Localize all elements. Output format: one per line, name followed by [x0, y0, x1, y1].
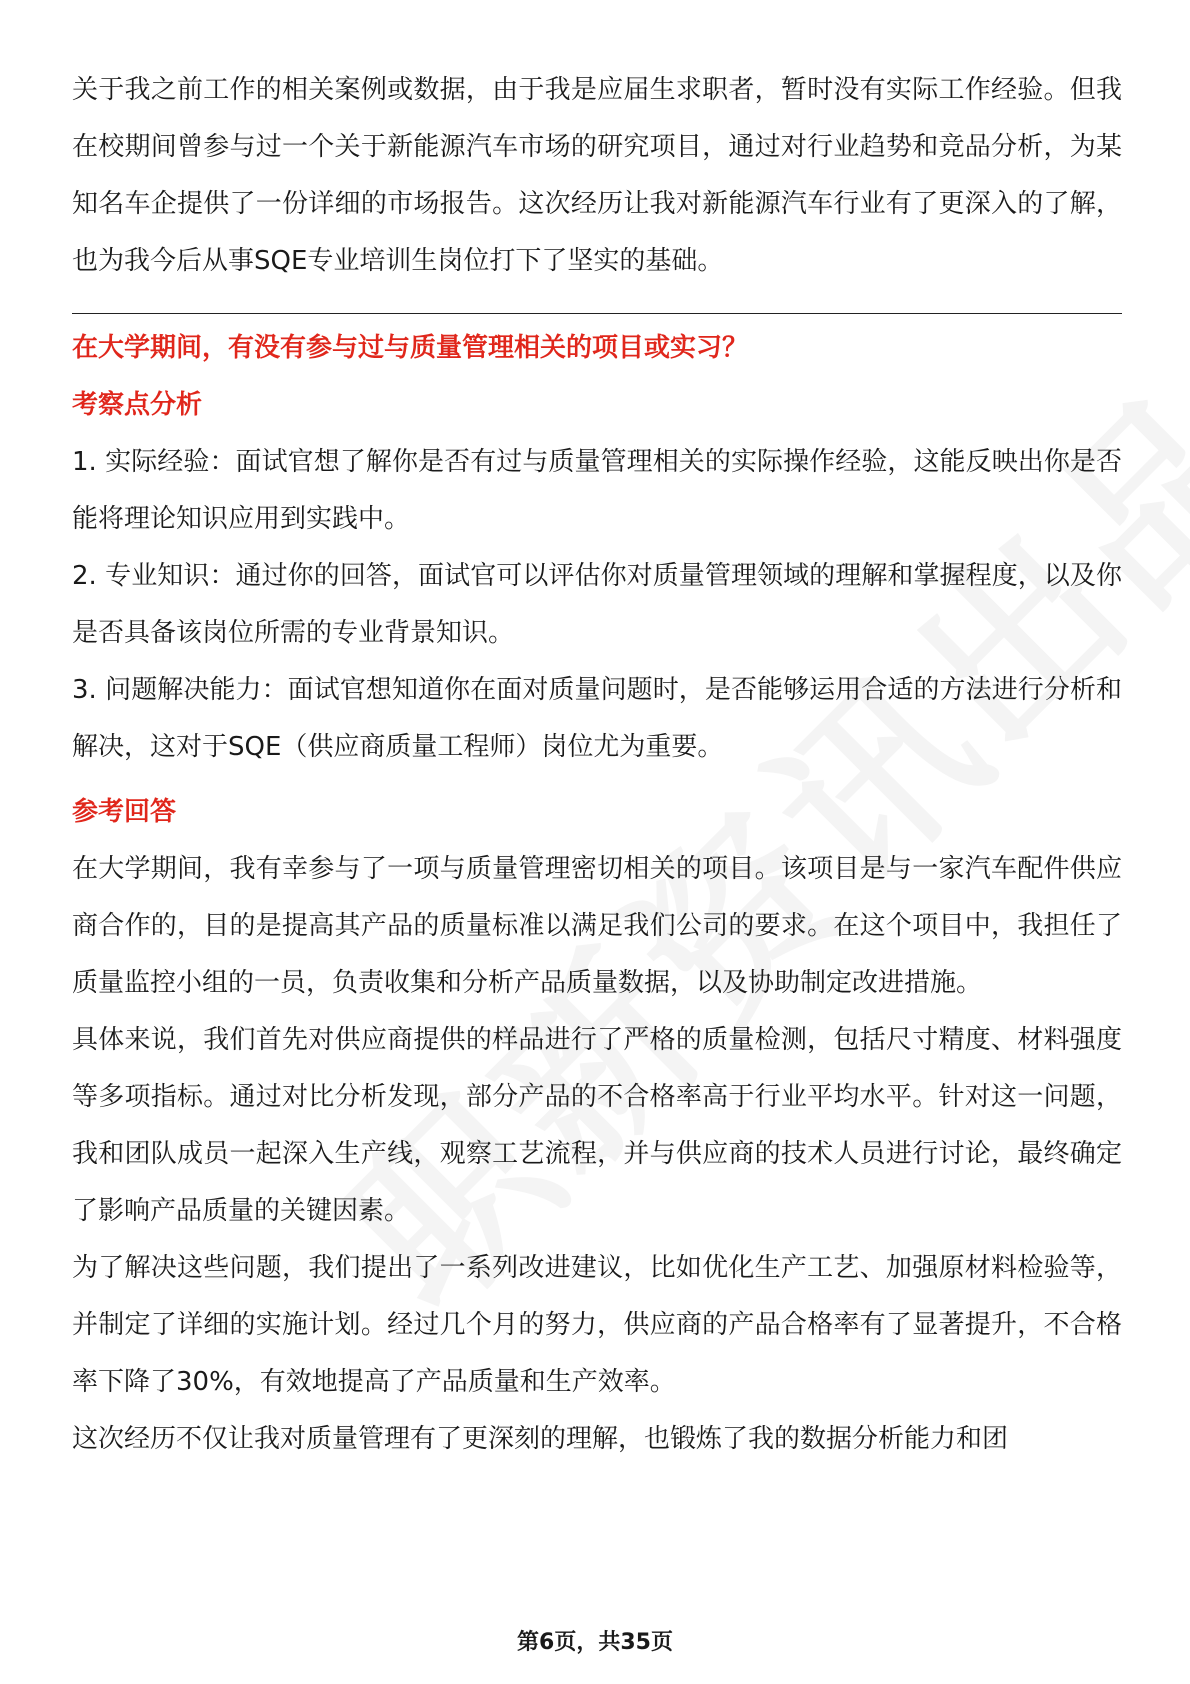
answer-paragraph: 在大学期间，我有幸参与了一项与质量管理密切相关的项目。该项目是与一家汽车配件供应商合作的，目的是提高其产品的质量标准以满足我们公司的要求。在这个项目中，我担任了质量监控小组的一员，负责收集和分析产品质量数据，以及协助制定改进措施。 [72, 854, 1122, 998]
page-number: 第6页，共35页 [517, 1630, 673, 1655]
analysis-point: 3. 问题解决能力：面试官想知道你在面对质量问题时，是否能够运用合适的方法进行分析和解决，这对于SQE（供应商质量工程师）岗位尤为重要。 [72, 675, 1122, 762]
answer-paragraph: 具体来说，我们首先对供应商提供的样品进行了严格的质量检测，包括尺寸精度、材料强度等多项指标。通过对比分析发现，部分产品的不合格率高于行业平均水平。针对这一问题，我和团队成员一起深入生产线，观察工艺流程，并与供应商的技术人员进行讨论，最终确定了影响产品质量的关键因素。 [72, 1025, 1122, 1226]
interview-question: 在大学期间，有没有参与过与质量管理相关的项目或实习？ [72, 333, 749, 363]
answer-title: 参考回答 [72, 797, 177, 827]
document-page [72, 62, 1122, 1468]
analysis-point: 1. 实际经验：面试官想了解你是否有过与质量管理相关的实际操作经验，这能反映出你是否能将理论知识应用到实践中。 [72, 447, 1122, 534]
section-divider [72, 313, 1122, 314]
answer-paragraph: 为了解决这些问题，我们提出了一系列改进建议，比如优化生产工艺、加强原材料检验等，并制定了详细的实施计划。经过几个月的努力，供应商的产品合格率有了显著提升，不合格率下降了30%，有效地提高了产品质量和生产效率。 [72, 1253, 1122, 1397]
answer-paragraph: 这次经历不仅让我对质量管理有了更深刻的理解，也锻炼了我的数据分析能力和团 [72, 1424, 1009, 1454]
intro-paragraph: 关于我之前工作的相关案例或数据，由于我是应届生求职者，暂时没有实际工作经验。但我在校期间曾参与过一个关于新能源汽车市场的研究项目，通过对行业趋势和竞品分析，为某知名车企提供了一份详细的市场报告。这次经历让我对新能源汽车行业有了更深入的了解，也为我今后从事SQE专业培训生岗位打下了坚实的基础。 [72, 75, 1122, 276]
analysis-title: 考察点分析 [72, 390, 203, 420]
analysis-point: 2. 专业知识：通过你的回答，面试官可以评估你对质量管理领域的理解和掌握程度，以及你是否具备该岗位所需的专业背景知识。 [72, 561, 1122, 648]
